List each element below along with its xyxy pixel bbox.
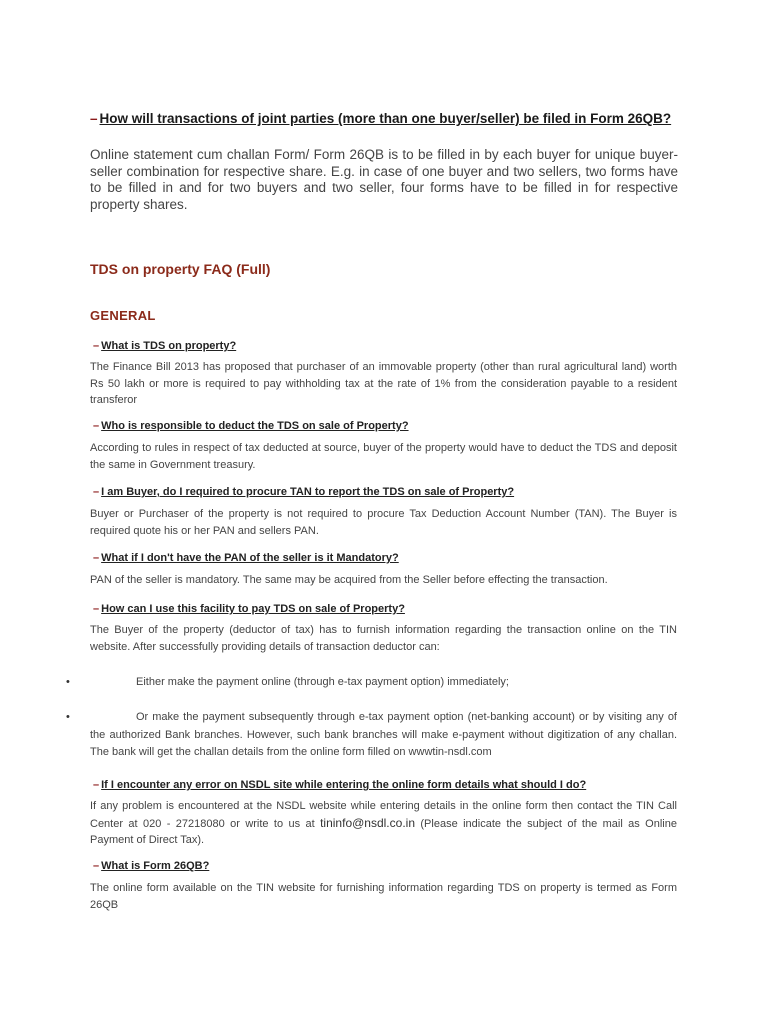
question-dash: – <box>93 340 100 352</box>
faq-answer: According to rules in respect of tax deducted at source, buyer of the property would have to deduct the TDS and deposit the same in Government treasury. <box>90 442 677 471</box>
question-text: What if I don't have the PAN of the seller is it Mandatory? <box>101 552 399 564</box>
faq-answer: The Buyer of the property (deductor of tax) has to furnish information regarding the transaction online on the TIN website. After successfully providing details of transaction deductor can: <box>90 624 677 653</box>
answer-text: If any problem is encountered at the NSDL website while entering details in the online form then contact the TIN Call Center at 020 - 27218080 or write to us at <box>90 800 677 830</box>
question-text: If I encounter any error on NSDL site while entering the online form details what should I do? <box>101 779 587 791</box>
question-dash: – <box>93 603 100 615</box>
faq-question <box>93 340 236 352</box>
question-dash: – <box>93 486 100 498</box>
question-dash: – <box>93 779 100 791</box>
faq-heading: TDS on property FAQ (Full) <box>90 261 271 277</box>
question-text: How will transactions of joint parties (more than one buyer/seller) be filed in Form 26QB? <box>99 111 672 126</box>
faq-question <box>93 552 399 564</box>
answer-text: (Please indicate the subject of the mail as Online Payment of Direct Tax). <box>90 817 677 846</box>
faq-question <box>93 603 405 615</box>
faq-answer: PAN of the seller is mandatory. The same may be acquired from the Seller before effecting the transaction. <box>90 574 608 586</box>
faq-answer <box>90 798 677 849</box>
section-heading-general: GENERAL <box>90 308 156 323</box>
faq-answer: The online form available on the TIN website for furnishing information regarding TDS on property is termed as Form 26QB <box>90 882 677 911</box>
question-text: I am Buyer, do I required to procure TAN to report the TDS on sale of Property? <box>101 486 515 498</box>
question-dash: – <box>90 111 98 126</box>
joint-parties-answer: Online statement cum challan Form/ Form 26QB is to be filled in by each buyer for unique buyer-seller combination for respective share. E.g. in case of one buyer and two sellers, two forms have to be filled in and for two buyers and two seller, four forms have to be filled in for respective property shares. <box>90 147 678 212</box>
question-text: How can I use this facility to pay TDS on sale of Property? <box>101 603 405 615</box>
faq-question <box>93 420 409 432</box>
question-text: What is Form 26QB? <box>101 860 210 872</box>
faq-answer: Buyer or Purchaser of the property is not required to procure Tax Deduction Account Number (TAN). The Buyer is required quote his or her PAN and sellers PAN. <box>90 508 677 537</box>
bullet-icon: • <box>66 676 70 688</box>
faq-answer: The Finance Bill 2013 has proposed that purchaser of an immovable property (other than rural agricultural land) worth Rs 50 lakh or more is required to pay withholding tax at the rate of 1% from the consideration payable to a resident transferor <box>90 361 677 406</box>
joint-parties-question <box>90 110 680 127</box>
faq-question <box>93 486 514 498</box>
question-dash: – <box>93 860 100 872</box>
bullet-text: Either make the payment online (through e-tax payment option) immediately; <box>136 676 509 688</box>
faq-question <box>93 860 209 872</box>
bullet-item <box>90 709 677 762</box>
question-dash: – <box>93 552 100 564</box>
question-dash: – <box>93 420 100 432</box>
email-link[interactable]: tininfo@nsdl.co.in <box>320 815 415 830</box>
question-text: What is TDS on property? <box>101 340 237 352</box>
question-text: Who is responsible to deduct the TDS on sale of Property? <box>101 420 409 432</box>
bullet-item <box>90 674 677 692</box>
bullet-text: Or make the payment subsequently through e-tax payment option (net-banking account) or by visiting any of the authorized Bank branches. However, such bank branches will make e-payment without digitization of any challan. The bank will get the challan details from the online form filled on wwwtin-nsdl.com <box>90 711 677 758</box>
faq-question <box>93 779 586 791</box>
bullet-icon: • <box>66 711 70 723</box>
